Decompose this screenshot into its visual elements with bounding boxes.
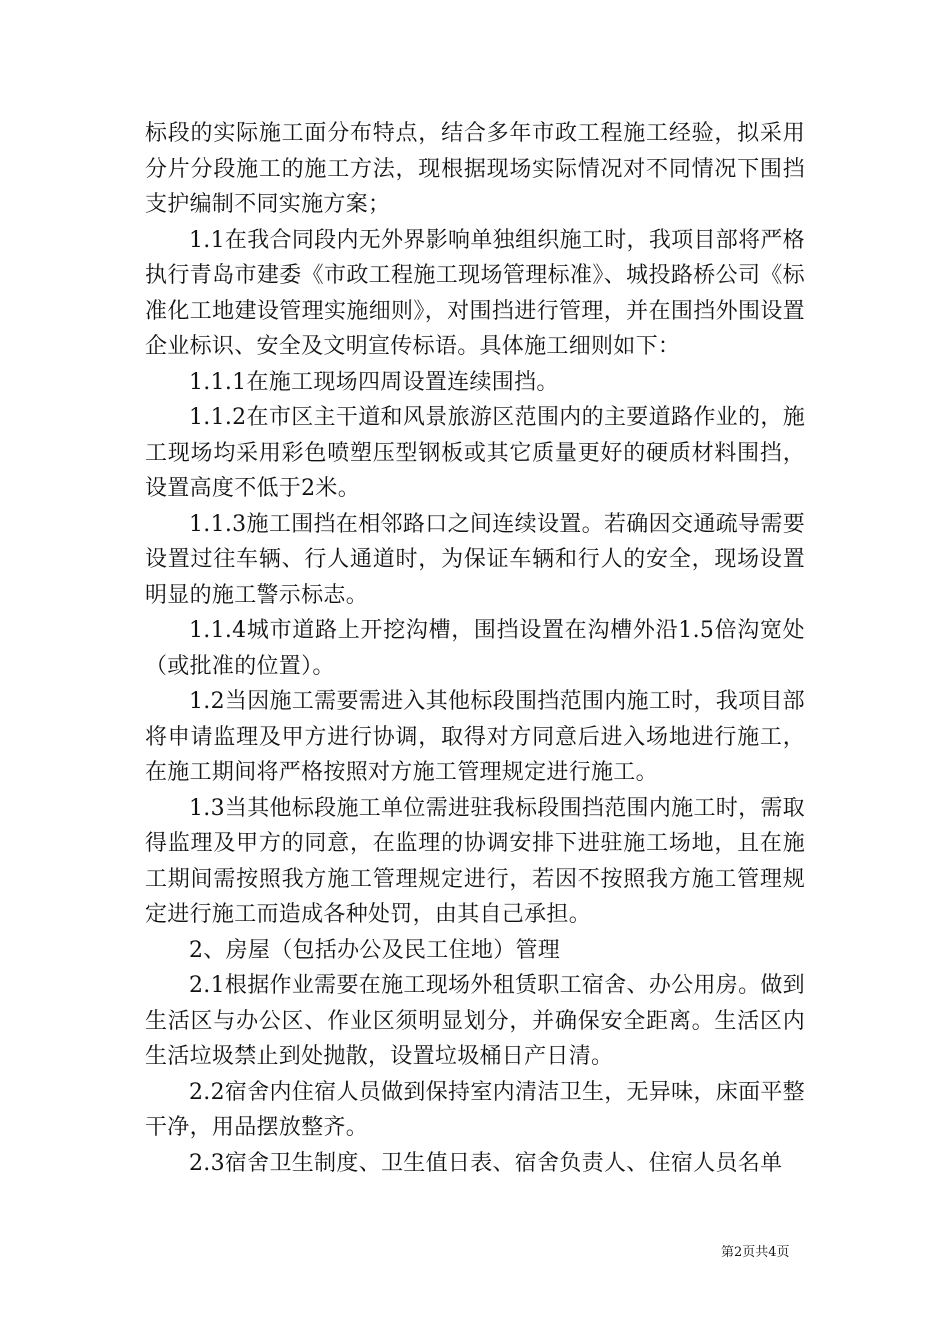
paragraph-1-1-1: 1.1.1在施工现场四周设置连续围挡。 [189,369,559,395]
paragraph-1-2: 1.2当因施工需要需进入其他标段围挡范围内施工时，我项目部将申请监理及甲方进行协调，取得对方同意后进入场地进行施工，在施工期间将严格按照对方施工管理规定进行施工。 [145,689,805,785]
paragraph-1-1-3: 1.1.3施工围挡在相邻路口之间连续设置。若确因交通疏导需要设置过往车辆、行人通道时，为保证车辆和行人的安全，现场设置明显的施工警示标志。 [145,511,805,608]
paragraph-2-1: 2.1根据作业需要在施工现场外租赁职工宿舍、办公用房。做到生活区与办公区、作业区须明显划分，并确保安全距离。生活区内生活垃圾禁止到处抛散，设置垃圾桶日产日清。 [145,973,805,1069]
paragraph-1-1: 1.1在我合同段内无外界影响单独组织施工时，我项目部将严格执行青岛市建委《市政工程施工现场管理标准》、城投路桥公司《标准化工地建设管理实施细则》，对围挡进行管理，并在围挡外围设置企业标识、安全及文明宣传标语。具体施工细则如下： [145,227,805,359]
page-number-footer: 第2页共4页 [721,1245,790,1260]
paragraph-1: 标段的实际施工面分布特点，结合多年市政工程施工经验，拟采用分片分段施工的施工方法，现根据现场实际情况对不同情况下围挡支护编制不同实施方案； [145,121,805,217]
document-body [145,116,805,1181]
paragraph-1-3: 1.3当其他标段施工单位需进驻我标段围挡范围内施工时，需取得监理及甲方的同意，在监理的协调安排下进驻施工场地，且在施工期间需按照我方施工管理规定进行，若因不按照我方施工管理规定进行施工而造成各种处罚，由其自己承担。 [145,795,805,927]
paragraph-1-1-4: 1.1.4城市道路上开挖沟槽，围挡设置在沟槽外沿1.5倍沟宽处（或批准的位置）。 [145,618,805,679]
paragraph-2-2: 2.2宿舍内住宿人员做到保持室内清洁卫生，无异味，床面平整干净，用品摆放整齐。 [145,1079,805,1140]
section-heading-2: 2、房屋（包括办公及民工住地）管理 [189,937,561,963]
paragraph-2-3: 2.3宿舍卫生制度、卫生值日表、宿舍负责人、住宿人员名单 [189,1150,783,1176]
paragraph-1-1-2: 1.1.2在市区主干道和风景旅游区范围内的主要道路作业的，施工现场均采用彩色喷塑压型钢板或其它质量更好的硬质材料围挡，设置高度不低于2米。 [145,405,805,501]
